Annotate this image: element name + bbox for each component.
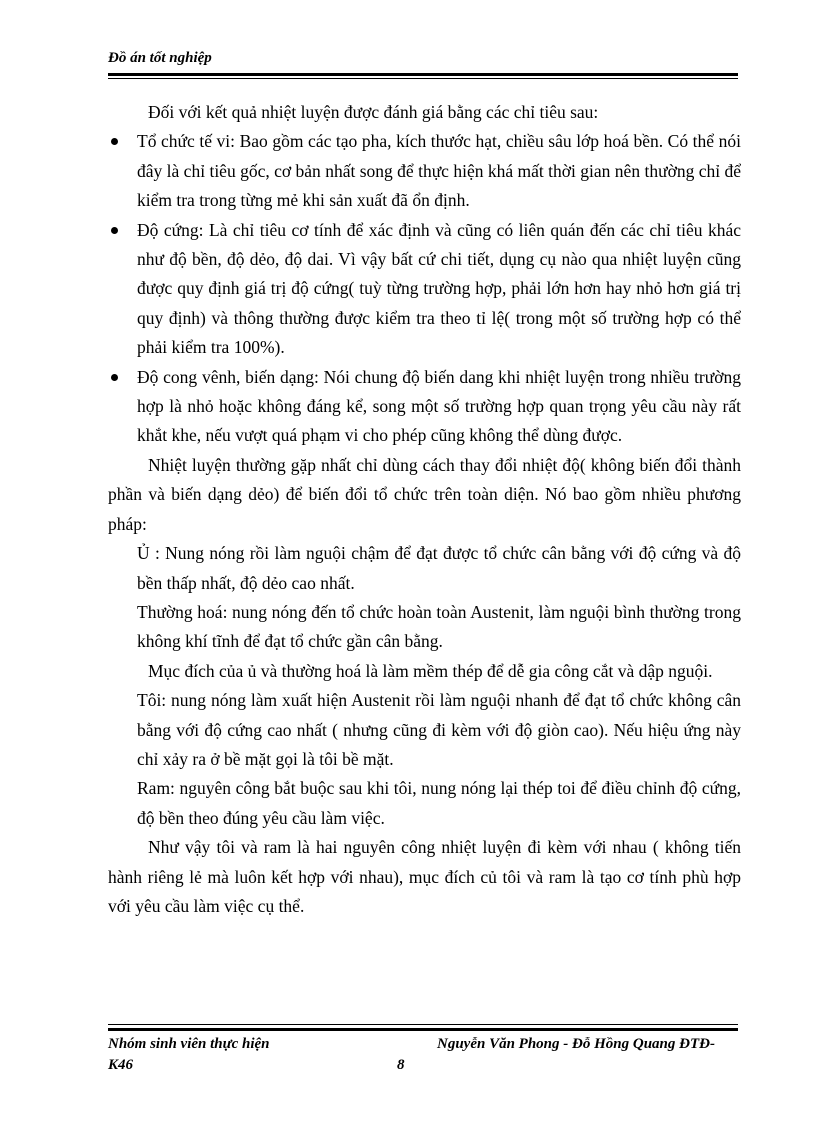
footer-authors: Nguyễn Văn Phong - Đỗ Hồng Quang ĐTĐ- <box>437 1036 715 1052</box>
bullet-text: Tổ chức tế vi: Bao gồm các tạo pha, kích thước hạt, chiều sâu lớp hoá bền. Có thể nói đây là chỉ tiêu gốc, cơ bản nhất song để thực hiện khá mất thời gian nên thường chỉ để kiểm tra trong từng mẻ khi sản xuất đã ổn định. <box>137 131 741 211</box>
bullet-text: Độ cong vênh, biến dạng: Nói chung độ biến dang khi nhiệt luyện trong nhiều trường hợp là nhỏ hoặc không đáng kể, song một số trường hợp quan trọng yêu cầu này rất khắt khe, nếu vượt quá phạm vi cho phép cũng không thể dùng được. <box>137 366 741 446</box>
method-item-toi: Tôi: nung nóng làm xuất hiện Austenit rồi làm nguội nhanh để đạt tổ chức không cân bằng với độ cứng cao nhất ( nhưng cũng đi kèm với độ giòn cao). Nếu hiệu ứng này chỉ xảy ra ở bề mặt gọi là tôi bề mặt. <box>137 690 741 769</box>
footer-rule-thin <box>108 1024 738 1025</box>
method-item-u: Ủ : Nung nóng rồi làm nguội chậm để đạt được tổ chức cân bằng với độ cứng và độ bền thấp nhất, độ dẻo cao nhất. <box>137 543 741 593</box>
page-number: 8 <box>397 1057 405 1073</box>
header-title: Đồ án tốt nghiệp <box>108 50 212 66</box>
header-rule-thick <box>108 73 738 76</box>
intro-paragraph: Đối với kết quả nhiệt luyện được đánh giá bằng các chỉ tiêu sau: <box>148 102 599 122</box>
bullet-item <box>108 363 741 451</box>
document-body <box>108 98 741 921</box>
bullet-dot-icon <box>111 227 118 234</box>
header-rule-thin <box>108 78 738 79</box>
footer-team-label: Nhóm sinh viên thực hiện <box>108 1036 270 1052</box>
bullet-item <box>108 127 741 215</box>
final-paragraph: Như vậy tôi và ram là hai nguyên công nhiệt luyện đi kèm với nhau ( không tiến hành riêng lẻ mà luôn kết hợp với nhau), mục đích củ tôi và ram là tạo cơ tính phù hợp với yêu cầu làm việc cụ thể. <box>108 837 741 916</box>
method-item-thuong-hoa: Thường hoá: nung nóng đến tổ chức hoàn toàn Austenit, làm nguội bình thường trong không khí tĩnh để đạt tổ chức gần cân bằng. <box>137 601 741 652</box>
bullet-dot-icon <box>111 374 118 381</box>
method-paragraph: Nhiệt luyện thường gặp nhất chỉ dùng cách thay đổi nhiệt độ( không biến đổi thành phần và biến dạng dẻo) để biến đổi tổ chức trên toàn diện. Nó bao gồm nhiều phương pháp: <box>108 454 741 534</box>
bullet-dot-icon <box>111 138 118 145</box>
bullet-item <box>108 216 741 363</box>
method-item-ram: Ram: nguyên công bắt buộc sau khi tôi, nung nóng lại thép toi để điều chỉnh độ cứng, độ bền theo đúng yêu cầu làm việc. <box>137 778 741 828</box>
purpose-paragraph: Mục đích của ủ và thường hoá là làm mềm thép để dễ gia công cắt và dập nguội. <box>148 660 713 681</box>
footer-class-label: K46 <box>108 1057 134 1073</box>
bullet-text: Độ cứng: Là chỉ tiêu cơ tính để xác định và cũng có liên quán đến các chỉ tiêu khác như độ bền, độ dẻo, độ dai. Vì vậy bất cứ chi tiết, dụng cụ nào qua nhiệt luyện cũng được quy định giá trị độ cứng( tuỳ từng trường hợp, phải lớn hơn hay nhỏ hơn giá trị quy định) và thông thường được kiểm tra theo tỉ lệ( trong một số trường hợp có thể phải kiểm tra 100%). <box>137 219 741 358</box>
footer-rule-thick <box>108 1028 738 1031</box>
